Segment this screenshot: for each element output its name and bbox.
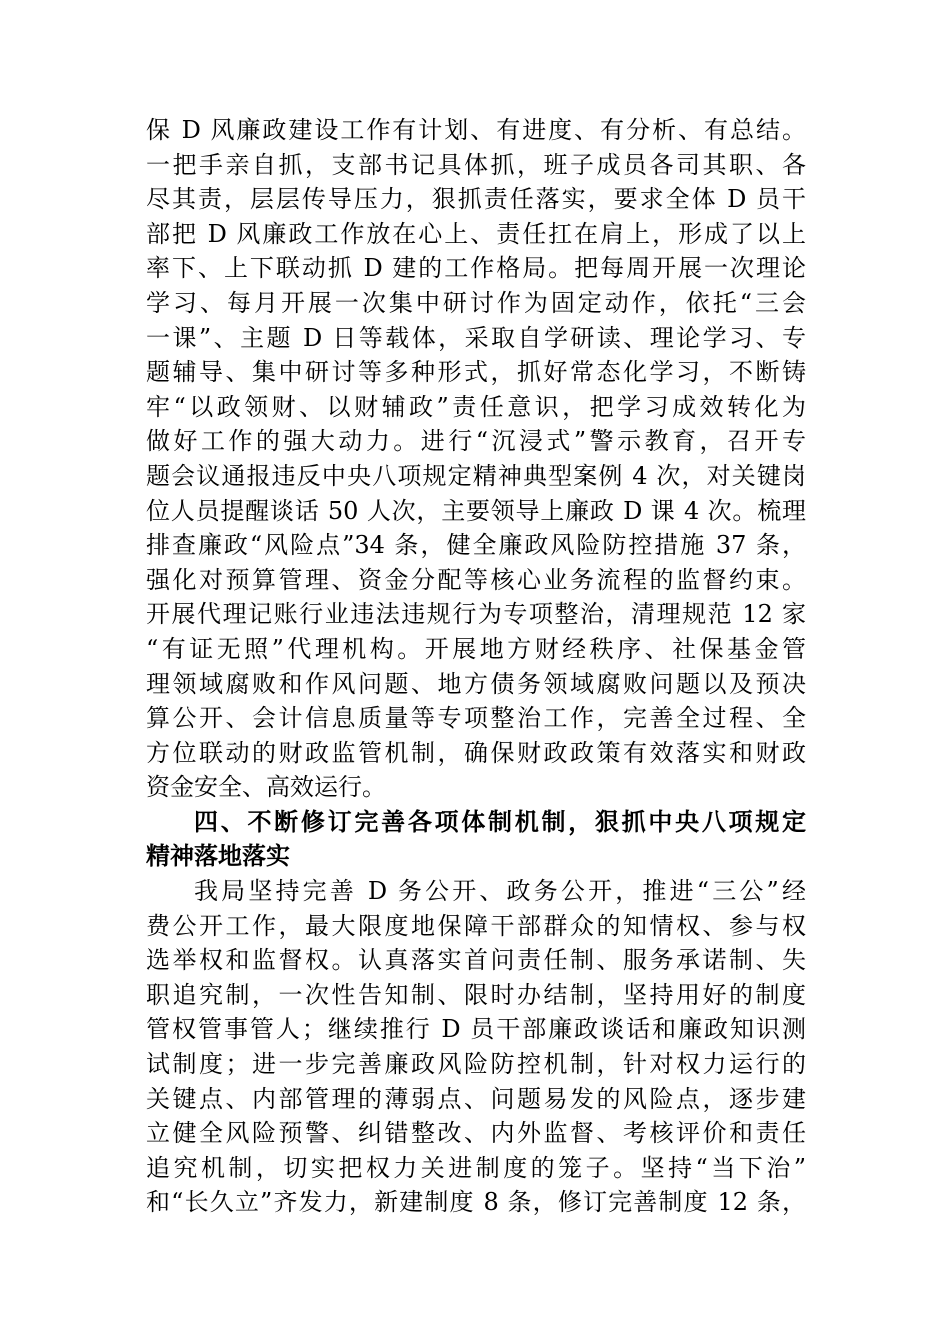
heading-line: 四、不断修订完善各项体制机制，狠抓中央八项规定: [194, 807, 806, 836]
text-line: 资金安全、高效运行。: [146, 773, 386, 802]
text-line: 理领域腐败和作风问题、地方债务领域腐败问题以及预决: [146, 669, 806, 698]
text-line: 保 D 风廉政建设工作有计划、有进度、有分析、有总结。: [146, 116, 806, 144]
text-line: 做好工作的强大动力。进行“沉浸式”警示教育，召开专: [146, 427, 806, 456]
text-line: 选举权和监督权。认真落实首问责任制、服务承诺制、失: [146, 946, 806, 975]
text-line: “有证无照”代理机构。开展地方财经秩序、社保基金管: [146, 634, 806, 663]
text-line: 题会议通报违反中央八项规定精神典型案例 4 次，对关键岗: [146, 461, 806, 490]
text-line: 追究机制，切实把权力关进制度的笼子。坚持“当下治”: [146, 1153, 806, 1182]
text-line: 管权管事管人；继续推行 D 员干部廉政谈话和廉政知识测: [146, 1015, 806, 1044]
document-page: [146, 113, 806, 1220]
text-line: 率下、上下联动抓 D 建的工作格局。把每周开展一次理论: [146, 254, 806, 283]
text-line: 算公开、会计信息质量等专项整治工作，完善全过程、全: [146, 704, 806, 733]
heading-line: 精神落地落实: [146, 842, 290, 871]
paragraph-party-conduct: [146, 113, 806, 805]
paragraph-institution-building: [146, 874, 806, 1220]
text-line: 我局坚持完善 D 务公开、政务公开，推进“三公”经: [194, 877, 806, 906]
text-line: 费公开工作，最大限度地保障干部群众的知情权、参与权: [146, 911, 806, 940]
text-line: 题辅导、集中研讨等多种形式，抓好常态化学习，不断铸: [146, 358, 806, 387]
text-line: 方位联动的财政监管机制，确保财政政策有效落实和财政: [146, 738, 806, 767]
text-line: 牢“以政领财、以财辅政”责任意识，把学习成效转化为: [146, 392, 806, 421]
text-line: 职追究制，一次性告知制、限时办结制，坚持用好的制度: [146, 980, 806, 1009]
text-line: 强化对预算管理、资金分配等核心业务流程的监督约束。: [146, 565, 806, 594]
text-line: 立健全风险预警、纠错整改、内外监督、考核评价和责任: [146, 1119, 806, 1148]
text-line: 部把 D 风廉政工作放在心上、责任扛在肩上，形成了以上: [146, 219, 806, 248]
text-line: 开展代理记账行业违法违规行为专项整治，清理规范 12 家: [146, 600, 806, 629]
text-line: 一课”、主题 D 日等载体，采取自学研读、理论学习、专: [146, 323, 806, 352]
text-line: 一把手亲自抓，支部书记具体抓，班子成员各司其职、各: [146, 150, 806, 179]
text-line: 试制度；进一步完善廉政风险防控机制，针对权力运行的: [146, 1050, 806, 1079]
text-line: 关键点、内部管理的薄弱点、问题易发的风险点，逐步建: [146, 1084, 806, 1113]
text-line: 排查廉政“风险点”34 条，健全廉政风险防控措施 37 条，: [146, 531, 806, 560]
text-line: 学习、每月开展一次集中研讨作为固定动作，依托“三会: [146, 288, 806, 317]
text-line: 和“长久立”齐发力，新建制度 8 条，修订完善制度 12 条，: [146, 1188, 806, 1217]
text-line: 尽其责，层层传导压力，狠抓责任落实，要求全体 D 员干: [146, 185, 806, 214]
section-heading-4: [146, 805, 806, 874]
text-line: 位人员提醒谈话 50 人次，主要领导上廉政 D 课 4 次。梳理: [146, 496, 806, 525]
